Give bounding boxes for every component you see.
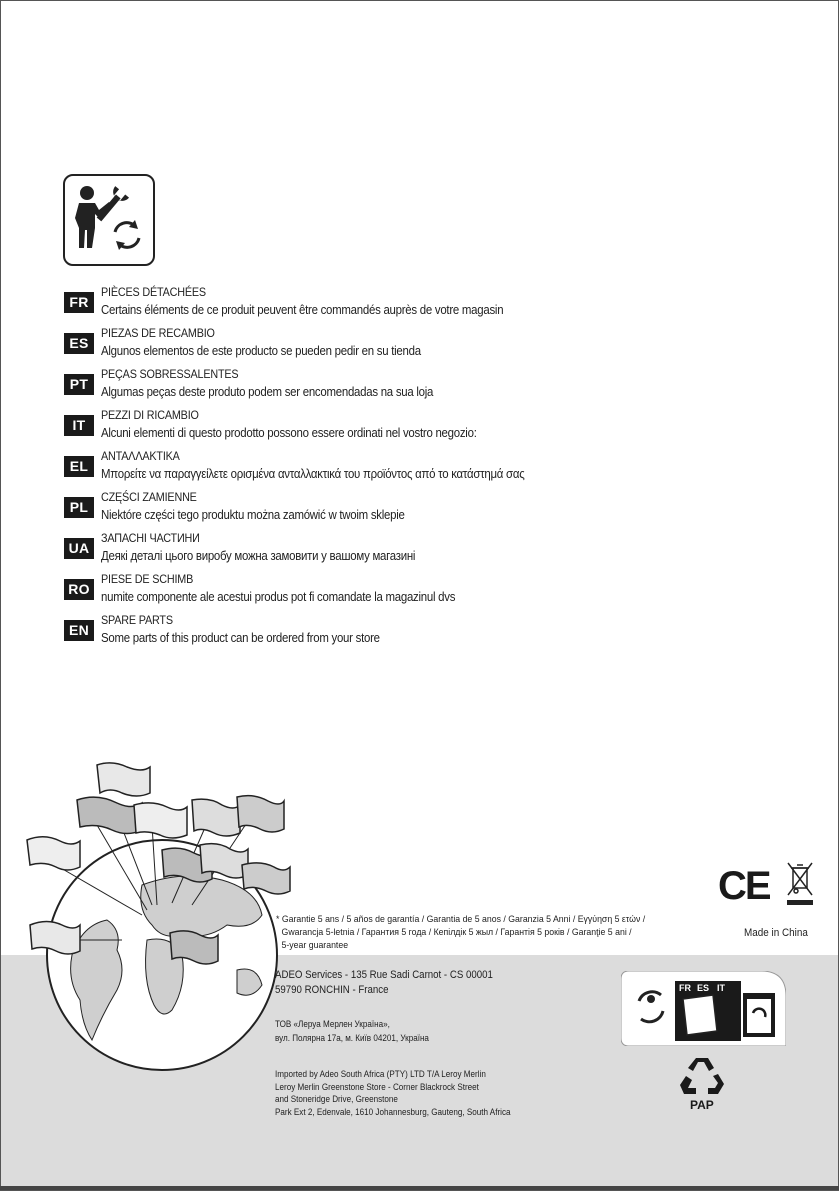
guarantee-text xyxy=(276,913,662,952)
spare-parts-icon xyxy=(63,174,155,266)
lang-row-el xyxy=(64,449,624,490)
lang-row-es xyxy=(64,326,624,367)
lang-row-ua xyxy=(64,531,624,572)
triman-flag-es: ES xyxy=(697,983,710,993)
globe-with-flags-illustration xyxy=(22,755,302,1075)
lang-row-it xyxy=(64,408,624,449)
person-wrench-icon xyxy=(65,176,153,264)
lang-text: Деякі деталі цього виробу можна замовити у вашому магазині xyxy=(101,548,416,563)
lang-title: ΑΝΤΑΛΛΑΚΤΙΚΑ xyxy=(101,449,180,463)
lang-row-pl xyxy=(64,490,624,531)
lang-code: PT xyxy=(64,374,94,395)
lang-code: EL xyxy=(64,456,94,477)
made-in-label: Made in China xyxy=(744,927,808,939)
address-line: ADEO Services - 135 Rue Sadi Carnot - CS 00001 xyxy=(275,969,493,981)
lang-code: ES xyxy=(64,333,94,354)
manufacturer-address xyxy=(275,968,493,998)
bottom-border xyxy=(0,1186,839,1190)
lang-code: RO xyxy=(64,579,94,600)
lang-text: Some parts of this product can be ordered from your store xyxy=(101,630,380,645)
ukraine-address xyxy=(275,1017,429,1045)
address-line: Leroy Merlin Greenstone Store - Corner Blackrock Street xyxy=(275,1081,479,1092)
lang-row-fr xyxy=(64,285,624,326)
south-africa-address xyxy=(275,1068,511,1118)
pap-label: PAP xyxy=(690,1098,714,1112)
triman-flag-it: IT xyxy=(717,983,725,993)
guarantee-line: Gwarancja 5-letnia / Гарантия 5 года / Кепілдік 5 жыл / Гарантія 5 років / Garanţie 5 ani / xyxy=(281,927,632,938)
lang-code: IT xyxy=(64,415,94,436)
lang-row-en xyxy=(64,613,624,654)
address-line: Imported by Adeo South Africa (PTY) LTD T/A Leroy Merlin xyxy=(275,1069,486,1079)
lang-code: FR xyxy=(64,292,94,313)
lang-code: PL xyxy=(64,497,94,518)
lang-text: Niektóre części tego produktu można zamówić w twoim sklepie xyxy=(101,507,405,522)
lang-title: CZĘŚCI ZAMIENNE xyxy=(101,490,197,504)
lang-text: Alcuni elementi di questo prodotto possono essere ordinati nel vostro negozio: xyxy=(101,425,477,440)
address-line: 59790 RONCHIN - France xyxy=(275,984,389,996)
lang-text: Μπορείτε να παραγγείλετε ορισμένα ανταλλακτικά του προϊόντος από το κατάστημά σας xyxy=(101,466,525,481)
lang-text: Algunos elementos de este producto se pueden pedir en su tienda xyxy=(101,343,421,358)
lang-text: Algumas peças deste produto podem ser encomendadas na sua loja xyxy=(101,384,434,399)
recycling-arrows-icon xyxy=(678,1054,728,1098)
guarantee-line: 5-year guarantee xyxy=(281,940,349,951)
lang-title: PEÇAS SOBRESSALENTES xyxy=(101,367,239,381)
lang-title: PIÈCES DÉTACHÉES xyxy=(101,285,206,299)
address-line: and Stoneridge Drive, Greenstone xyxy=(275,1094,398,1104)
lang-text: Certains éléments de ce produit peuvent être commandés auprès de votre magasin xyxy=(101,302,504,317)
address-line: ТОВ «Леруа Мерлен Україна», xyxy=(275,1019,390,1029)
lang-title: PIESE DE SCHIMB xyxy=(101,572,194,586)
lang-code: UA xyxy=(64,538,94,559)
lang-text: numite componente ale acestui produs pot fi comandate la magazinul dvs xyxy=(101,589,456,604)
lang-row-pt xyxy=(64,367,624,408)
ce-mark: CE xyxy=(718,864,770,908)
lang-title: PEZZI DI RICAMBIO xyxy=(101,408,199,422)
lang-title: SPARE PARTS xyxy=(101,613,173,627)
lang-title: PIEZAS DE RECAMBIO xyxy=(101,326,215,340)
triman-recycling-icon xyxy=(621,971,786,1046)
spare-parts-language-list xyxy=(64,285,624,654)
guarantee-line: * Garantie 5 ans / 5 años de garantía / Garantia de 5 anos / Garanzia 5 Anni / Εγγύηση 5 ετών / xyxy=(276,914,646,925)
address-line: вул. Полярна 17а, м. Київ 04201, Україна xyxy=(275,1033,429,1043)
crossed-out-wheelie-bin-icon xyxy=(785,860,815,910)
lang-title: ЗАПАСНІ ЧАСТИНИ xyxy=(101,531,200,545)
triman-flag-fr: FR xyxy=(679,983,691,993)
lang-row-ro xyxy=(64,572,624,613)
address-line: Park Ext 2, Edenvale, 1610 Johannesburg, Gauteng, South Africa xyxy=(275,1106,511,1117)
lang-code: EN xyxy=(64,620,94,641)
